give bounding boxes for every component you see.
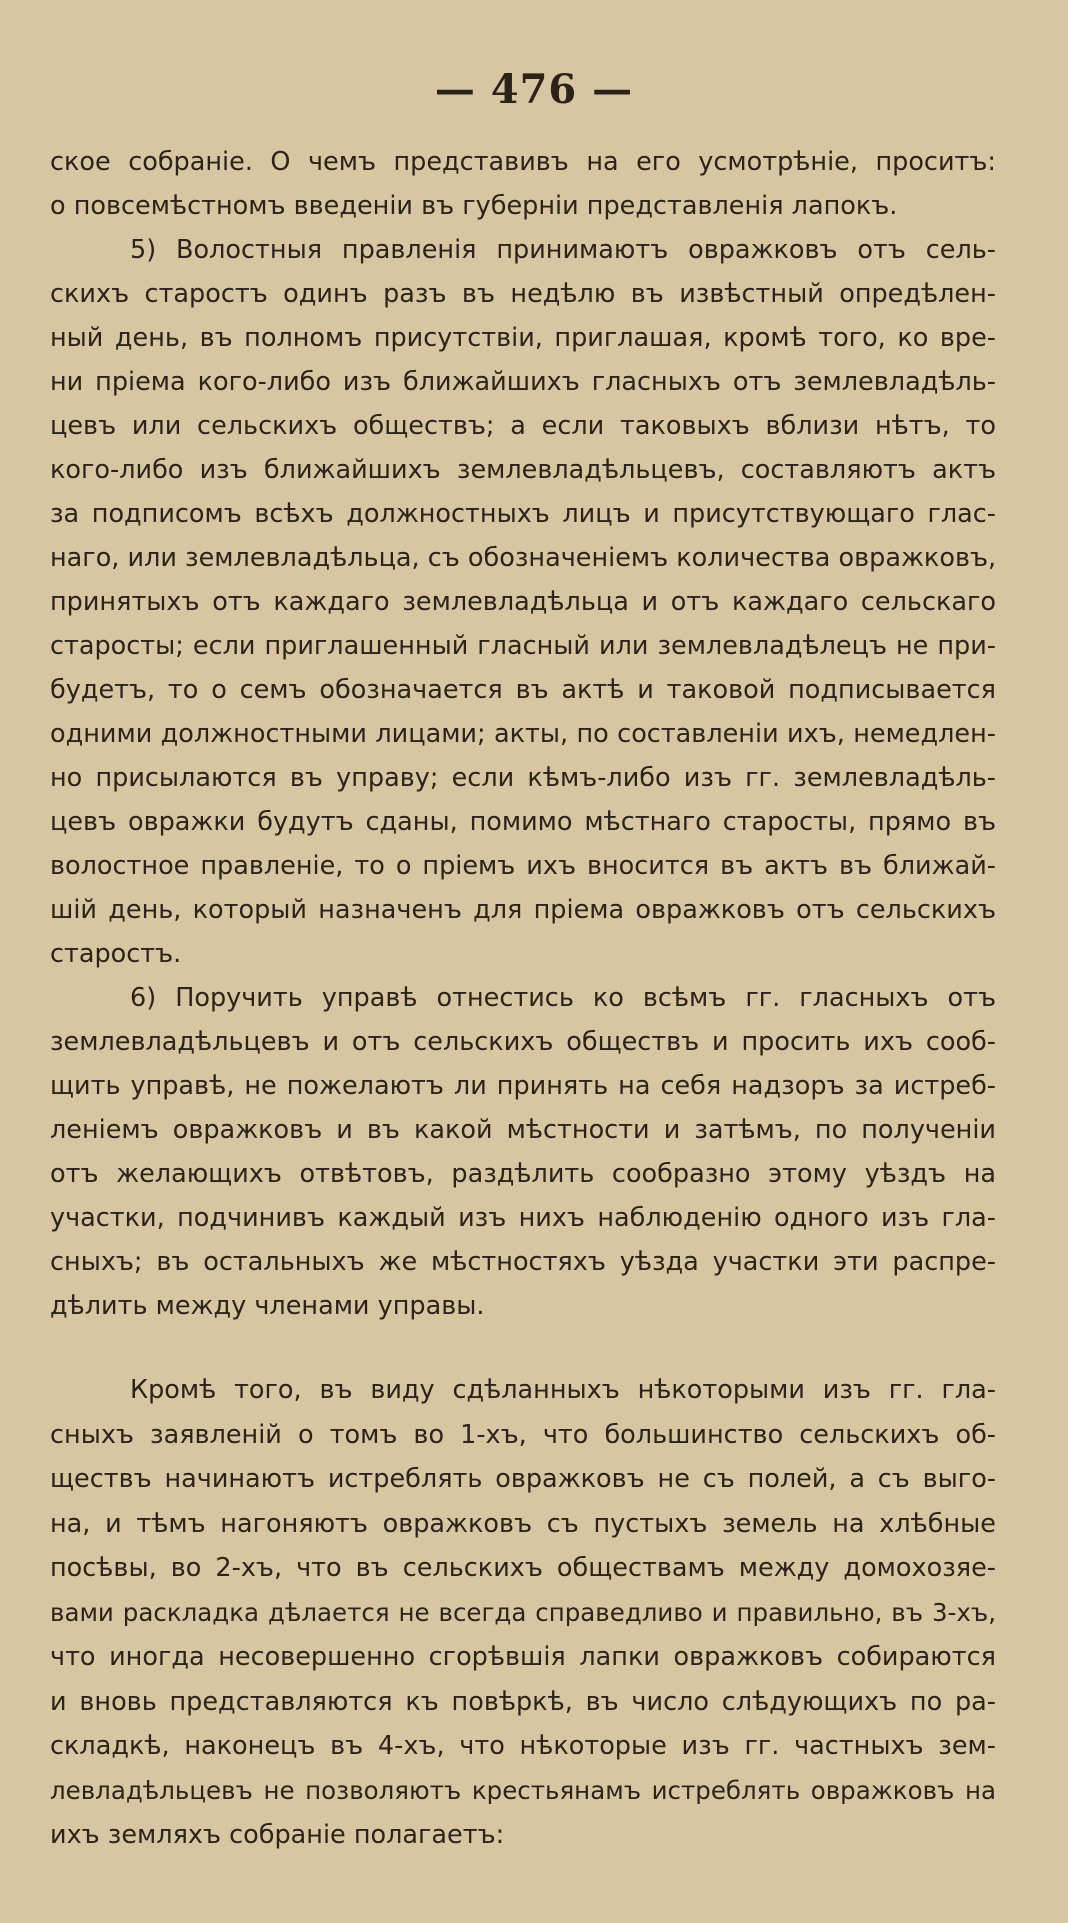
text-line: щить управѣ, не пожелаютъ ли принять на себя надзоръ за истреб- [50, 1071, 996, 1101]
text-line: сныхъ; въ остальныхъ же мѣстностяхъ уѣзда участки эти распре- [50, 1247, 996, 1277]
text-line: старостъ. [50, 939, 182, 969]
page-text [50, 140, 996, 1858]
text-line: ществъ начинаютъ истреблять овражковъ не съ полей, а съ выго- [50, 1464, 996, 1494]
text-line: и вновь представляются къ повѣркѣ, въ число слѣдующихъ по ра- [50, 1686, 996, 1717]
text-line: за подписомъ всѣхъ должностныхъ лицъ и присутствующаго глас- [50, 499, 996, 529]
text-line: принятыхъ отъ каждаго землевладѣльца и отъ каждаго сельскаго [50, 587, 996, 617]
text-line: одними должностными лицами; акты, по составленіи ихъ, немедлен- [50, 719, 996, 749]
text-line: посѣвы, во 2-хъ, что въ сельскихъ обществамъ между домохозяе- [50, 1553, 996, 1583]
text-line: вами раскладка дѣлается не всегда справедливо и правильно, въ 3-хъ, [50, 1597, 996, 1627]
text-line: старосты; если приглашенный гласный или землевладѣлецъ не при- [50, 631, 996, 661]
page-number: — 476 — [434, 66, 634, 113]
text-line: Кромѣ того, въ виду сдѣланныхъ нѣкоторыми изъ гг. гла- [130, 1375, 996, 1405]
text-line: ни пріема кого-либо изъ ближайшихъ гласныхъ отъ землевладѣль- [50, 367, 996, 397]
text-line: отъ желающихъ отвѣтовъ, раздѣлить сообразно этому уѣздъ на [50, 1159, 996, 1189]
text-line: сныхъ заявленій о томъ во 1-хъ, что большинство сельскихъ об- [50, 1419, 996, 1450]
paragraph-item-5 [50, 228, 996, 976]
text-line: наго, или землевладѣльца, съ обозначеніемъ количества овражковъ, [50, 543, 997, 573]
text-line: ный день, въ полномъ присутствіи, приглашая, кромѣ того, ко вре- [50, 323, 996, 353]
text-line: дѣлить между членами управы. [50, 1291, 485, 1321]
text-line: участки, подчинивъ каждый изъ нихъ наблюденію одного изъ гла- [50, 1203, 996, 1233]
text-line: ское собраніе. О чемъ представивъ на его усмотрѣніе, проситъ: [50, 147, 996, 177]
paragraph-gap [50, 1328, 996, 1368]
text-line: волостное правленіе, то о пріемъ ихъ вносится въ актъ въ ближай- [50, 851, 996, 881]
text-line: 5) Волостныя правленія принимаютъ овражковъ отъ сель- [130, 235, 996, 265]
paragraph-item-6 [50, 976, 996, 1328]
text-line: леніемъ овражковъ и въ какой мѣстности и затѣмъ, по полученіи [50, 1115, 996, 1145]
text-line: складкѣ, наконецъ въ 4-хъ, что нѣкоторые изъ гг. частныхъ зем- [50, 1731, 996, 1761]
text-line: будетъ, то о семъ обозначается въ актѣ и таковой подписывается [50, 675, 996, 705]
text-line: ихъ земляхъ собраніе полагаетъ: [50, 1820, 505, 1850]
text-line: левладѣльцевъ не позволяютъ крестьянамъ истреблять овражковъ на [50, 1775, 996, 1805]
text-line: что иногда несовершенно сгорѣвшія лапки овражковъ собираются [50, 1642, 996, 1672]
text-line: цевъ или сельскихъ обществъ; а если таковыхъ вблизи нѣтъ, то [50, 411, 996, 441]
text-line: кого-либо изъ ближайшихъ землевладѣльцевъ, составляютъ актъ [50, 455, 996, 485]
text-line: скихъ старостъ одинъ разъ въ недѣлю въ извѣстный опредѣлен- [50, 279, 996, 309]
text-line: шій день, который назначенъ для пріема овражковъ отъ сельскихъ [50, 895, 996, 925]
text-line: но присылаются въ управу; если кѣмъ-либо изъ гг. землевладѣль- [50, 763, 996, 793]
text-line: цевъ овражки будутъ сданы, помимо мѣстнаго старосты, прямо въ [50, 807, 996, 837]
text-line: о повсемѣстномъ введеніи въ губерніи представленія лапокъ. [50, 191, 898, 221]
text-line: 6) Поручить управѣ отнестись ко всѣмъ гг. гласныхъ отъ [130, 983, 996, 1013]
text-line: землевладѣльцевъ и отъ сельскихъ обществъ и просить ихъ сооб- [50, 1027, 996, 1057]
paragraph-continuation [50, 140, 996, 228]
paragraph-final [50, 1368, 996, 1858]
text-line: на, и тѣмъ нагоняютъ овражковъ съ пустыхъ земель на хлѣбные [50, 1508, 996, 1539]
